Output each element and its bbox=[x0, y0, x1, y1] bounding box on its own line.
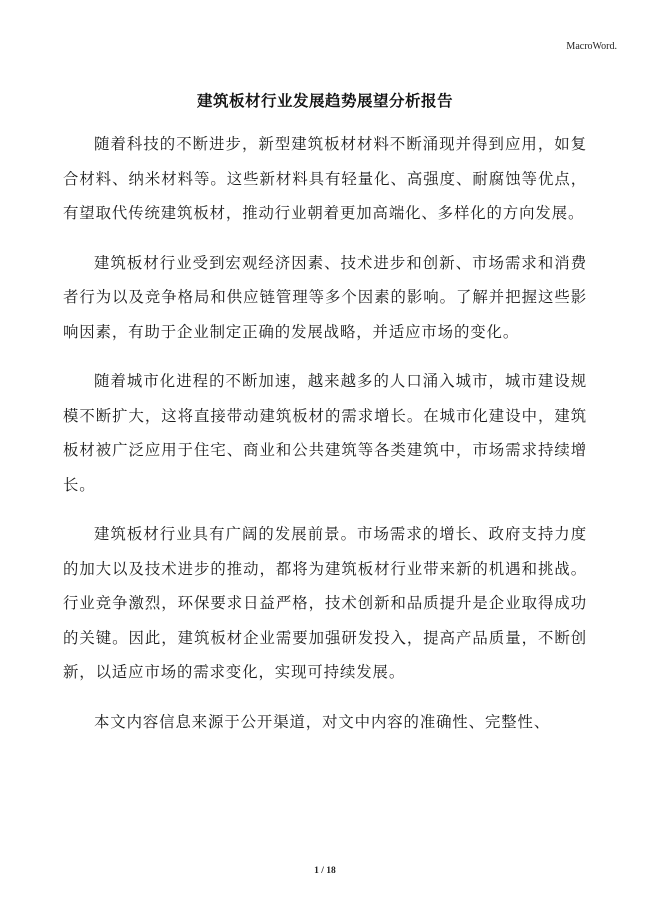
paragraph: 建筑板材行业受到宏观经济因素、技术进步和创新、市场需求和消费者行为以及竞争格局和供应链管理等多个因素的影响。了解并把握这些影响因素，有助于企业制定正确的发展战略，并适应市场的变化。 bbox=[63, 253, 587, 341]
paragraph: 随着城市化进程的不断加速，越来越多的人口涌入城市，城市建设规模不断扩大，这将直接带动建筑板材的需求增长。在城市化建设中，建筑板材被广泛应用于住宅、商业和公共建筑等各类建筑中，市场需求持续增长。 bbox=[63, 372, 587, 494]
paragraph: 建筑板材行业具有广阔的发展前景。市场需求的增长、政府支持力度的加大以及技术进步的推动，都将为建筑板材行业带来新的机遇和挑战。行业竞争激烈，环保要求日益严格，技术创新和品质提升是企业取得成功的关键。因此，建筑板材企业需要加强研发投入，提高产品质量，不断创新，以适应市场的需求变化，实现可持续发展。 bbox=[63, 525, 587, 681]
paragraph: 本文内容信息来源于公开渠道，对文中内容的准确性、完整性、 bbox=[94, 712, 551, 731]
paragraph: 随着科技的不断进步，新型建筑板材材料不断涌现并得到应用，如复合材料、纳米材料等。这些新材料具有轻量化、高强度、耐腐蚀等优点，有望取代传统建筑板材，推动行业朝着更加高端化、多样化的方向发展。 bbox=[63, 135, 587, 222]
page-number: 1 / 18 bbox=[314, 866, 336, 876]
header-brand: MacroWord. bbox=[566, 41, 617, 52]
document-title: 建筑板材行业发展趋势展望分析报告 bbox=[196, 92, 453, 110]
document-body bbox=[63, 127, 587, 754]
